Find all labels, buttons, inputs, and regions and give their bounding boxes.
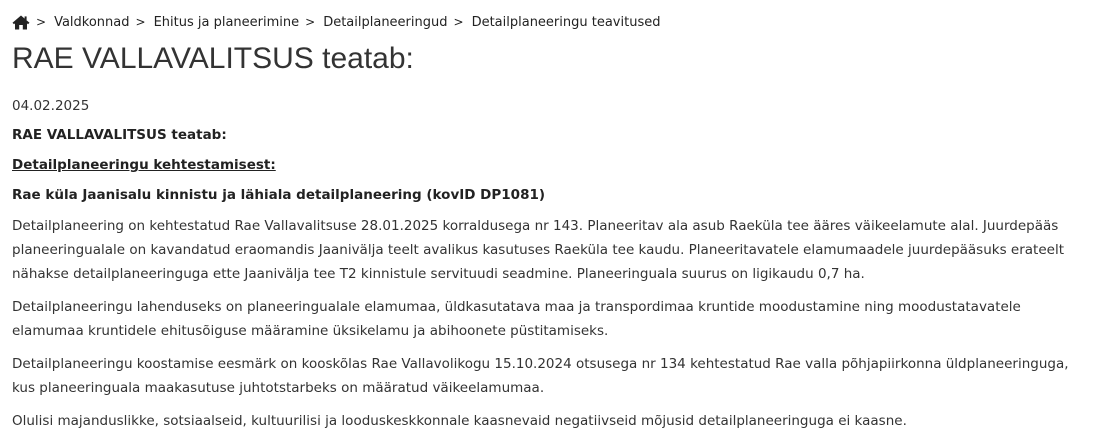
breadcrumb-item-valdkonnad[interactable]: Valdkonnad (54, 14, 130, 30)
page-title: RAE VALLAVALITSUS teatab: (12, 42, 414, 75)
breadcrumb-separator: > (135, 15, 146, 29)
home-icon[interactable] (12, 14, 30, 30)
plan-title: Rae küla Jaanisalu kinnistu ja lähiala detailplaneering (kovID DP1081) (12, 187, 546, 203)
breadcrumb-separator: > (453, 15, 464, 29)
breadcrumb-separator: > (305, 15, 316, 29)
article-paragraph: Detailplaneeringu lahenduseks on planeeringualale elamumaa, üldkasutatava maa ja transpordimaa kruntide moodustamine ning moodustatavatele elamumaa kruntidele ehitusõiguse määramine üksikelamu ja abihoonete püstitamiseks. (12, 299, 1021, 339)
article-lead: RAE VALLAVALITSUS teatab: (12, 127, 227, 143)
article-paragraph: Olulisi majanduslikke, sotsiaalseid, kultuurilisi ja looduskeskkonnale kaasnevaid negatiivseid mõjusid detailplaneeringuga ei kaasne. (12, 413, 907, 429)
breadcrumb-separator: > (36, 15, 47, 29)
breadcrumb-item-current: Detailplaneeringu teavitused (471, 14, 661, 30)
article-date: 04.02.2025 (12, 98, 90, 114)
article-paragraph: Detailplaneering on kehtestatud Rae Vallavalitsuse 28.01.2025 korraldusega nr 143. Planeeritav ala asub Raeküla tee ääres väikeelamute alal. Juurdepääs planeeringualale on kavandatud eraomandis Jaanivälja teelt avalikus kasutuses Raeküla tee kaudu. Planeeritavatele elamumaadele juurdepääsuks erateelt nähakse detailplaneeringuga ette Jaanivälja tee T2 kinnistule servituudi seadmine. Planeeringuala suurus on ligikaudu 0,7 ha. (12, 218, 1064, 282)
breadcrumb-item-ehitus-ja-planeerimine[interactable]: Ehitus ja planeerimine (153, 14, 300, 30)
breadcrumb (12, 12, 1094, 32)
breadcrumb-item-detailplaneeringud[interactable]: Detailplaneeringud (323, 14, 448, 30)
article-paragraph: Detailplaneeringu koostamise eesmärk on kooskõlas Rae Vallavolikogu 15.10.2024 otsusega nr 134 kehtestatud Rae valla põhjapiirkonna üldplaneeringuga, kus planeeringuala maakasutuse juhtotstarbeks on määratud väikeelamumaa. (12, 356, 1069, 396)
section-heading: Detailplaneeringu kehtestamisest: (12, 157, 276, 173)
